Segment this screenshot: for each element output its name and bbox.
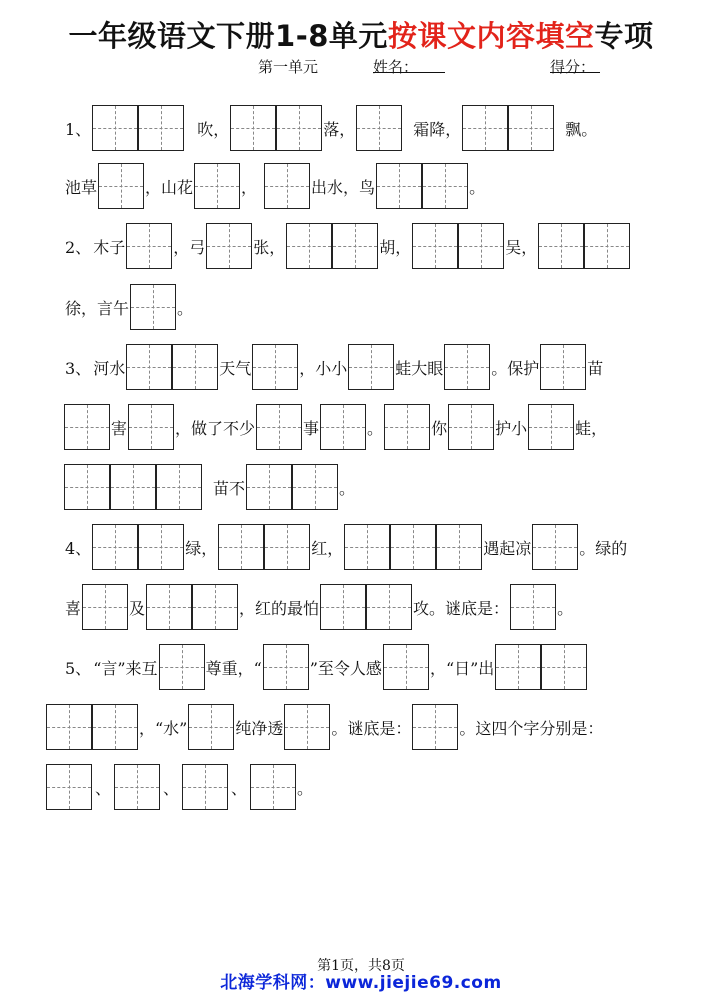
answer-box[interactable] [159,644,205,690]
page-number: 第1页，共8页 [317,958,405,974]
q5-line3: 、 、 、 。 [46,763,314,811]
answer-box[interactable] [448,404,494,450]
answer-box[interactable] [510,584,556,630]
unit-label: 第一单元 [258,58,319,76]
answer-box[interactable] [218,524,264,570]
q4-line2: 喜 及 ，红的最怕 攻。谜底是： 。 [64,583,574,631]
answer-box[interactable] [348,344,394,390]
answer-box[interactable] [92,524,138,570]
answer-box[interactable] [532,524,578,570]
answer-box[interactable] [138,524,184,570]
answer-box[interactable] [444,344,490,390]
answer-box[interactable] [128,404,174,450]
answer-box[interactable] [508,105,554,151]
answer-box[interactable] [188,704,234,750]
answer-box[interactable] [356,105,402,151]
answer-box[interactable] [114,764,160,810]
q4-line1: 4、 绿， 红， 遇起凉 。绿的 [64,523,628,571]
answer-box[interactable] [64,404,110,450]
answer-box[interactable] [541,644,587,690]
answer-box[interactable] [194,163,240,209]
answer-box[interactable] [276,105,322,151]
answer-box[interactable] [138,105,184,151]
answer-box[interactable] [495,644,541,690]
answer-box[interactable] [376,163,422,209]
answer-box[interactable] [172,344,218,390]
answer-box[interactable] [462,105,508,151]
answer-box[interactable] [584,223,630,269]
answer-box[interactable] [252,344,298,390]
answer-box[interactable] [192,584,238,630]
answer-box[interactable] [412,223,458,269]
answer-box[interactable] [384,404,430,450]
answer-box[interactable] [110,464,156,510]
page-title: 一年级语文下册1-8单元按课文内容填空专项 [68,19,654,53]
answer-box[interactable] [528,404,574,450]
answer-box[interactable] [64,464,110,510]
answer-box[interactable] [390,524,436,570]
answer-box[interactable] [320,404,366,450]
answer-box[interactable] [264,524,310,570]
answer-box[interactable] [92,105,138,151]
site-watermark: 北海学科网：www.jiejie69.com [220,973,502,993]
answer-box[interactable] [146,584,192,630]
answer-box[interactable] [458,223,504,269]
q2-line1: 2、 木子 ，弓 张， 胡， 吴， [64,222,630,270]
answer-box[interactable] [538,223,584,269]
answer-box[interactable] [332,223,378,269]
answer-box[interactable] [246,464,292,510]
header-line: 第一单元 姓名： 得分： [0,56,722,80]
answer-box[interactable] [292,464,338,510]
answer-box[interactable] [264,163,310,209]
answer-box[interactable] [182,764,228,810]
q3-line3: 苗不 。 [64,463,356,511]
q5-line1: 5、 “言”来互 尊重，“ ”至令人感 ，“日”出 [64,643,587,691]
answer-box[interactable] [46,764,92,810]
answer-box[interactable] [286,223,332,269]
answer-box[interactable] [250,764,296,810]
answer-box[interactable] [263,644,309,690]
answer-box[interactable] [126,344,172,390]
answer-box[interactable] [540,344,586,390]
q1-line2: 池草 ，山花 ， 出水，鸟 。 [64,162,486,210]
answer-box[interactable] [422,163,468,209]
answer-box[interactable] [436,524,482,570]
answer-box[interactable] [126,223,172,269]
answer-box[interactable] [130,284,176,330]
answer-box[interactable] [320,584,366,630]
q2-line2: 徐，言午 。 [64,283,194,331]
answer-box[interactable] [256,404,302,450]
answer-box[interactable] [92,704,138,750]
answer-box[interactable] [344,524,390,570]
answer-box[interactable] [98,163,144,209]
answer-box[interactable] [284,704,330,750]
answer-box[interactable] [156,464,202,510]
answer-box[interactable] [82,584,128,630]
answer-box[interactable] [383,644,429,690]
answer-box[interactable] [412,704,458,750]
q3-line2: 害 ，做了不少 事 。 你 护小 蛙， [64,403,608,451]
q1-line1: 1、 吹， 落， 霜降， 飘。 [64,104,598,152]
answer-box[interactable] [46,704,92,750]
answer-box[interactable] [366,584,412,630]
q5-line2: ，“水” 纯净透 。谜底是： 。这四个字分别是： [46,703,604,751]
answer-box[interactable] [206,223,252,269]
answer-box[interactable] [230,105,276,151]
q3-line1: 3、 河水 天气 ，小小 蛙大眼 。保护 苗 [64,343,604,391]
